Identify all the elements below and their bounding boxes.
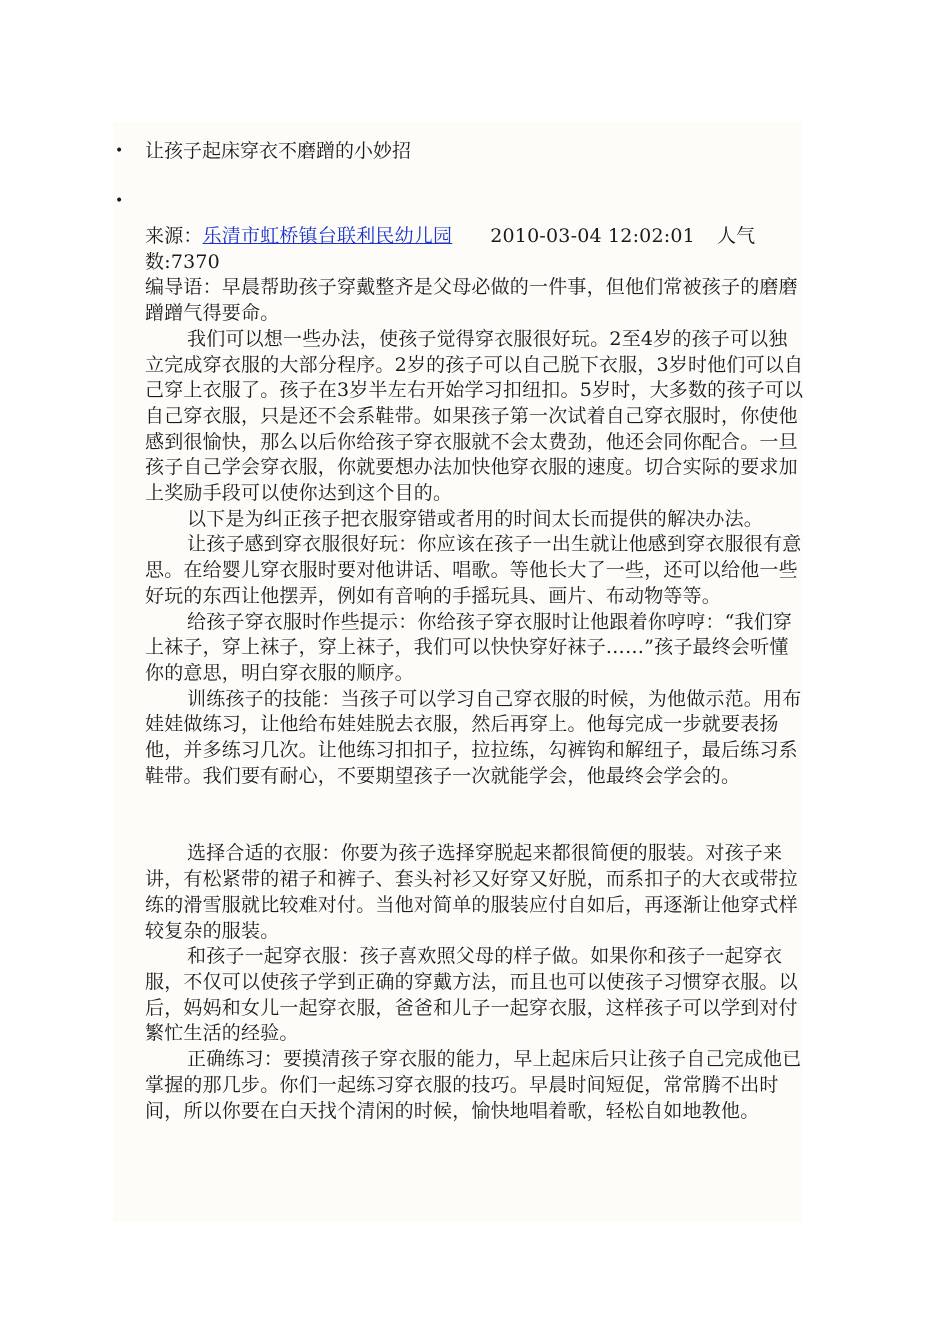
- popularity-value: 7370: [170, 250, 220, 273]
- section-spacer: [145, 789, 805, 841]
- article-meta: [145, 224, 805, 275]
- paragraph: 我们可以想一些办法，使孩子觉得穿衣服很好玩。2至4岁的孩子可以独立完成穿衣服的大部分程序。2岁的孩子可以自己脱下衣服，3岁时他们可以自己穿上衣服了。孩子在3岁半左右开始学习扣纽扣。5岁时，大多数的孩子可以自己穿衣服，只是还不会系鞋带。如果孩子第一次试着自己穿衣服时，你使他感到很愉快，那么以后你给孩子穿衣服就不会太费劲，他还会同你配合。一旦孩子自己学会穿衣服，你就要想办法加快他穿衣服的速度。切合实际的要求加上奖励手段可以使你达到这个目的。: [145, 327, 804, 505]
- article-title: 让孩子起床穿衣不磨蹭的小妙招: [145, 140, 412, 162]
- article-datetime: 2010-03-04 12:02:01: [490, 225, 695, 247]
- source-label: 来源：: [145, 225, 203, 247]
- article-content: [145, 224, 805, 1124]
- article-intro: 编导语：早晨帮助孩子穿戴整齐是父母必做的一件事，但他们常被孩子的磨磨蹭蹭气得要命。: [145, 276, 798, 325]
- paragraph: 正确练习：要摸清孩子穿衣服的能力，早上起床后只让孩子自己完成他已掌握的那几步。你们一起练习穿衣服的技巧。早晨时间短促，常常腾不出时间，所以你要在白天找个清闲的时候，愉快地唱着歌，轻松自如地教他。: [145, 1048, 802, 1122]
- bullet-dot-icon: •: [115, 143, 124, 159]
- paragraph: 训练孩子的技能：当孩子可以学习自己穿衣服的时候，为他做示范。用布娃娃做练习，让他给布娃娃脱去衣服，然后再穿上。他每完成一步就要表扬他，并多练习几次。让他练习扣扣子，拉拉练，勾裤钩和解纽子，最后练习系鞋带。我们要有耐心，不要期望孩子一次就能学会，他最终会学会的。: [145, 687, 802, 787]
- bullet-dot-icon: •: [115, 193, 124, 209]
- paragraph: 和孩子一起穿衣服：孩子喜欢照父母的样子做。如果你和孩子一起穿衣服，不仅可以使孩子学到正确的穿戴方法，而且也可以使孩子习惯穿衣服。以后，妈妈和女儿一起穿衣服，爸爸和儿子一起穿衣服，这样孩子可以学到对付繁忙生活的经验。: [145, 945, 798, 1045]
- paragraph: 以下是为纠正孩子把衣服穿错或者用的时间太长而提供的解决办法。: [187, 507, 764, 530]
- paragraph: 让孩子感到穿衣服很好玩：你应该在孩子一出生就让他感到穿衣服很有意思。在给婴儿穿衣服时要对他讲话、唱歌。等他长大了一些，还可以给他一些好玩的东西让他摆弄，例如有音响的手摇玩具、画片、布动物等等。: [145, 533, 802, 607]
- paragraph: 给孩子穿衣服时作些提示：你给孩子穿衣服时让他跟着你哼哼：“我们穿上袜子，穿上袜子，穿上袜子，我们可以快快穿好袜子……”孩子最终会听懂你的意思，明白穿衣服的顺序。: [145, 610, 793, 684]
- source-link[interactable]: 乐清市虹桥镇台联利民幼儿园: [202, 225, 453, 247]
- paragraph: 选择合适的衣服：你要为孩子选择穿脱起来都很简便的服装。对孩子来讲，有松紧带的裙子和裤子、套头衬衫又好穿又好脱，而系扣子的大衣或带拉练的滑雪服就比较难对付。当他对简单的服装应付自如后，再逐渐让他穿式样较复杂的服装。: [145, 842, 798, 942]
- popularity-label: 人气数:: [145, 225, 756, 273]
